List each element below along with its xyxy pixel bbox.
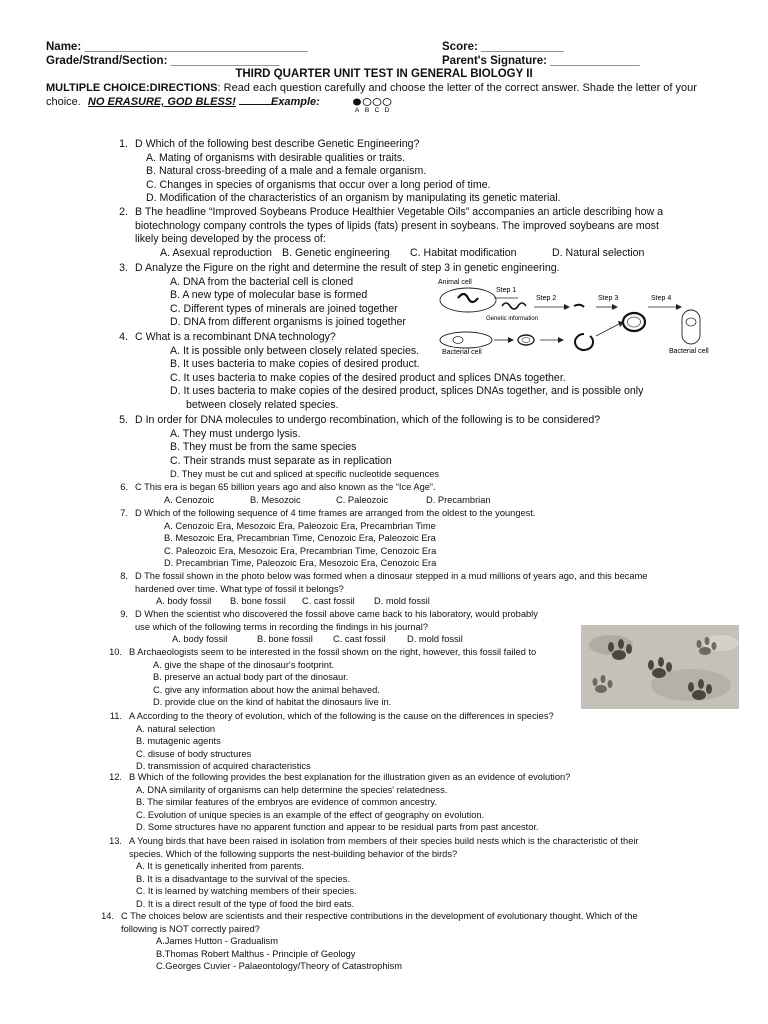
step-4-label: Step 4 [651, 295, 672, 302]
choice: C. Evolution of unique species is an example of the effect of geography on evolution. [136, 809, 485, 820]
question-11: 11. A According to the theory of evolution, which of the following is the cause on the differences in species? A. natural selection B. mutagenic agents C. disuse of body structures D. transmission of acquired characteristics [109, 711, 554, 772]
choice: A. It is possible only between closely related species. [170, 344, 420, 357]
bacterial-cell-right-label: Bacterial cell [669, 348, 709, 355]
svg-text:D: D [384, 107, 390, 114]
directions-heading: MULTIPLE CHOICE:DIRECTIONS [46, 82, 218, 94]
choice: B. They must be from the same species [170, 441, 357, 453]
svg-text:B: B [364, 107, 370, 114]
choice: A. give the shape of the dinosaur's footprint. [153, 659, 335, 670]
question-5: 5. D In order for DNA molecules to undergo recombination, which of the following is to be considered? A. They must undergo lysis. B. They must be from the same species C. Their strands must separate as in replication D. They must be cut and spliced at specific nucleotide sequences [119, 414, 601, 479]
choice: B. It uses bacteria to make copies of desired product. [170, 358, 420, 370]
choice: D. transmission of acquired characteristics [136, 761, 311, 772]
page-title: THIRD QUARTER UNIT TEST IN GENERAL BIOLOGY II [235, 68, 533, 80]
question-9: 9. D When the scientist who discovered the fossil above came back to his laboratory, would probably use which of the following terms in recording the findings in his journal? A. body fossil B. bone fossil C. cast fossil D. mold fossil [120, 609, 538, 645]
choice: C. Different types of minerals are joined together [170, 302, 398, 315]
score-field: Score: _____________ [442, 41, 565, 53]
example-bubble-a-filled [353, 99, 361, 106]
animal-cell-label: Animal cell [438, 279, 472, 286]
step-3-label: Step 3 [598, 295, 619, 302]
choice: C. cast fossil [302, 596, 355, 607]
choice: C. Habitat modification [410, 246, 517, 259]
choice: C. give any information about how the animal behaved. [153, 684, 380, 695]
step-2-label: Step 2 [536, 295, 557, 302]
question-4: 4. C What is a recombinant DNA technology? A. It is possible only between closely related species. B. It uses bacteria to make copies of desired product. C. It uses bacteria to make copies of the desired product and splices DNAs together. D. It uses bacteria to make copies of the desired product, splices DNAs together, and is possible only between closely related species. [119, 331, 644, 411]
step-1-label: Step 1 [496, 287, 517, 294]
dna-strand [458, 294, 478, 302]
directions-line-2 [46, 96, 320, 108]
choice: A. Cenozoic Era, Mesozoic Era, Paleozoic Era, Precambrian Time [164, 520, 436, 531]
choice-continued: between closely related species. [186, 398, 339, 411]
question-14: 14. C The choices below are scientists and their respective contributions in the development of evolutionary thought. Which of the following is NOT correctly paired? A.James Hutton - Gradualism B.Thomas Robert Malthus - Principle of Geology C.Georges Cuvier - Palaeontology/Theory of Catastrophism [101, 911, 638, 972]
choice: A. Mating of organisms with desirable qualities or traits. [146, 151, 406, 164]
choice: B. mutagenic agents [136, 736, 221, 747]
example-bubbles [352, 96, 392, 114]
choice: D. Precambrian [426, 494, 491, 505]
choice: B. bone fossil [257, 634, 313, 645]
choice: A. natural selection [136, 723, 216, 734]
choice: A. Cenozoic [164, 494, 215, 505]
choice: D. Precambrian Time, Paleozoic Era, Mesozoic Era, Cenozoic Era [164, 558, 437, 569]
directions-text: : Read each question carefully and choose the letter of the correct answer. Shade the letter of your [217, 82, 697, 94]
choice: C. Their strands must separate as in replication [170, 454, 392, 467]
choice: C. Paleozoic Era, Mesozoic Era, Precambrian Time, Cenozoic Era [164, 545, 437, 556]
question-2: 2. B The headline “Improved Soybeans Produce Healthier Vegetable Oils” accompanies an article describing how a biotechnology company controls the types of lipids (fats) present in soybeans. The improved soybeans are most likely being developed by the process of: A. Asexual reproduction B. Genetic engineering C. Habitat modification D. Natural selection [119, 206, 664, 259]
choice: D. Some structures have no apparent function and appear to be residual parts from past ancestor. [136, 822, 539, 833]
choice: B. The similar features of the embryos are evidence of common ancestry. [136, 797, 437, 808]
bacterial-cell-left-label: Bacterial cell [442, 349, 482, 356]
choice: B. Natural cross-breeding of a male and a female organism. [146, 165, 427, 177]
dinosaur-footprint-photo [581, 625, 739, 709]
choice: D. provide clue on the kind of habitat the dinosaurs live in. [153, 697, 392, 708]
grade-section-field: Grade/Strand/Section: _________________ [46, 55, 280, 67]
question-13: 13. A Young birds that have been raised in isolation from members of their species build nests which is the characteristic of their species. Which of the following supports the nest-building behavior of the birds? A. It is genetically inherited from parents. B. It is a disadvantage to the survival of the species. C. It is learned by watching members of their species. D. It is a direct result of the type of food the bird eats. [109, 836, 639, 909]
choice: A. It is genetically inherited from parents. [136, 861, 304, 872]
question-8: 8. D The fossil shown in the photo below was formed when a dinosaur stepped in a mud millions of years ago, and this became hardened over time. What type of fossil it belongs? A. body fossil B. bone fossil C. cast fossil D. mold fossil [120, 571, 648, 607]
genetic-information-label: Genetic information [486, 316, 539, 322]
choice: B. Mesozoic [250, 494, 301, 505]
choice: D. mold fossil [407, 634, 463, 645]
choice: A. DNA similarity of organisms can help determine the species' relatedness. [136, 784, 448, 795]
choice: C. Changes in species of organisms that occur over a long period of time. [146, 178, 491, 191]
svg-text:A: A [354, 107, 360, 114]
choice: D. mold fossil [374, 596, 430, 607]
recombinant-plasmid [623, 313, 645, 331]
choice: C. disuse of body structures [136, 748, 252, 759]
choice: D. It is a direct result of the type of food the bird eats. [136, 898, 355, 909]
choice: A. Asexual reproduction [160, 246, 272, 259]
choice: A. body fossil [172, 634, 228, 645]
name-field: Name: ___________________________________ [46, 41, 309, 53]
choice: B. A new type of molecular base is formed [170, 289, 368, 301]
choice: B. Genetic engineering [282, 246, 390, 259]
directions-text-2: choice. [46, 96, 81, 108]
choice: B. It is a disadvantage to the survival of the species. [136, 873, 350, 884]
choice: D. It uses bacteria to make copies of the desired product, splices DNAs together, and is possible only [170, 385, 644, 397]
choice: D. Modification of the characteristics of an organism by manipulating its genetic material. [146, 192, 561, 204]
parent-signature-field: Parent's Signature: ______________ [442, 55, 640, 67]
no-erasure-note: NO ERASURE, GOD BLESS! [87, 96, 236, 108]
choice: A. They must undergo lysis. [170, 427, 301, 440]
choice: C. It uses bacteria to make copies of the desired product and splices DNAs together. [170, 371, 566, 384]
choice: A.James Hutton - Gradualism [156, 936, 278, 947]
choice: D. DNA from different organisms is joined together [170, 316, 406, 328]
question-1: 1. D Which of the following best describe Genetic Engineering? A. Mating of organisms with desirable qualities or traits. B. Natural cross-breeding of a male and a female organism. C. Changes in species of organisms that occur over a long period of time. D. Modification of the characteristics of an organism by manipulating its genetic material. [119, 138, 561, 204]
choice: C. It is learned by watching members of their species. [136, 886, 357, 897]
choice: D. They must be cut and spliced at specific nucleotide sequences [170, 469, 440, 479]
choice: C. cast fossil [333, 634, 386, 645]
question-10: 10. B Archaeologists seem to be interested in the fossil shown on the right, however, this fossil failed to A. give the shape of the dinosaur's footprint. B. preserve an actual body part of the dinosaur. C. give any information about how the animal behaved. D. provide clue on the kind of habitat the dinosaurs live in. [109, 647, 537, 708]
choice: B. bone fossil [230, 596, 286, 607]
question-7: 7. D Which of the following sequence of 4 time frames are arranged from the oldest to the youngest. A. Cenozoic Era, Mesozoic Era, Paleozoic Era, Precambrian Time B. Mesozoic Era, Precambrian Time, Cenozoic Era, Paleozoic Era C. Paleozoic Era, Mesozoic Era, Precambrian Time, Cenozoic Era D. Precambrian Time, Paleozoic Era, Mesozoic Era, Cenozoic Era [120, 508, 536, 569]
directions-line [46, 82, 697, 94]
bacterial-cell-right-shape [682, 310, 700, 344]
choice: A. DNA from the bacterial cell is cloned [170, 275, 354, 288]
choice: B. preserve an actual body part of the dinosaur. [153, 672, 349, 683]
choice: C. Paleozoic [336, 494, 389, 505]
question-3: 3. D Analyze the Figure on the right and determine the result of step 3 in genetic engineering. A. DNA from the bacterial cell is cloned B. A new type of molecular base is formed C. Different types of minerals are joined together D. DNA from different organisms is joined together [119, 262, 560, 328]
choice: A. body fossil [156, 596, 212, 607]
choice: C.Georges Cuvier - Palaeontology/Theory of Catastrophism [156, 961, 402, 972]
choice: B. Mesozoic Era, Precambrian Time, Cenozoic Era, Paleozoic Era [164, 533, 436, 544]
choice: D. Natural selection [552, 246, 645, 259]
question-12: 12. B Which of the following provides the best explanation for the illustration given as an evidence of evolution? A. DNA similarity of organisms can help determine the species' relatedness. B. The similar features of the embryos are evidence of common ancestry. C. Evolution of unique species is an example of the effect of geography on evolution. D. Some structures have no apparent function and appear to be residual parts from past ancestor. [109, 772, 571, 833]
choice: B.Thomas Robert Malthus - Principle of Geology [156, 948, 356, 959]
question-6: 6. C This era is began 65 billion years ago and also known as the “Ice Age”. A. Cenozoic B. Mesozoic C. Paleozoic D. Precambrian [120, 482, 491, 505]
example-label: Example: [270, 96, 320, 108]
svg-text:C: C [374, 107, 380, 114]
